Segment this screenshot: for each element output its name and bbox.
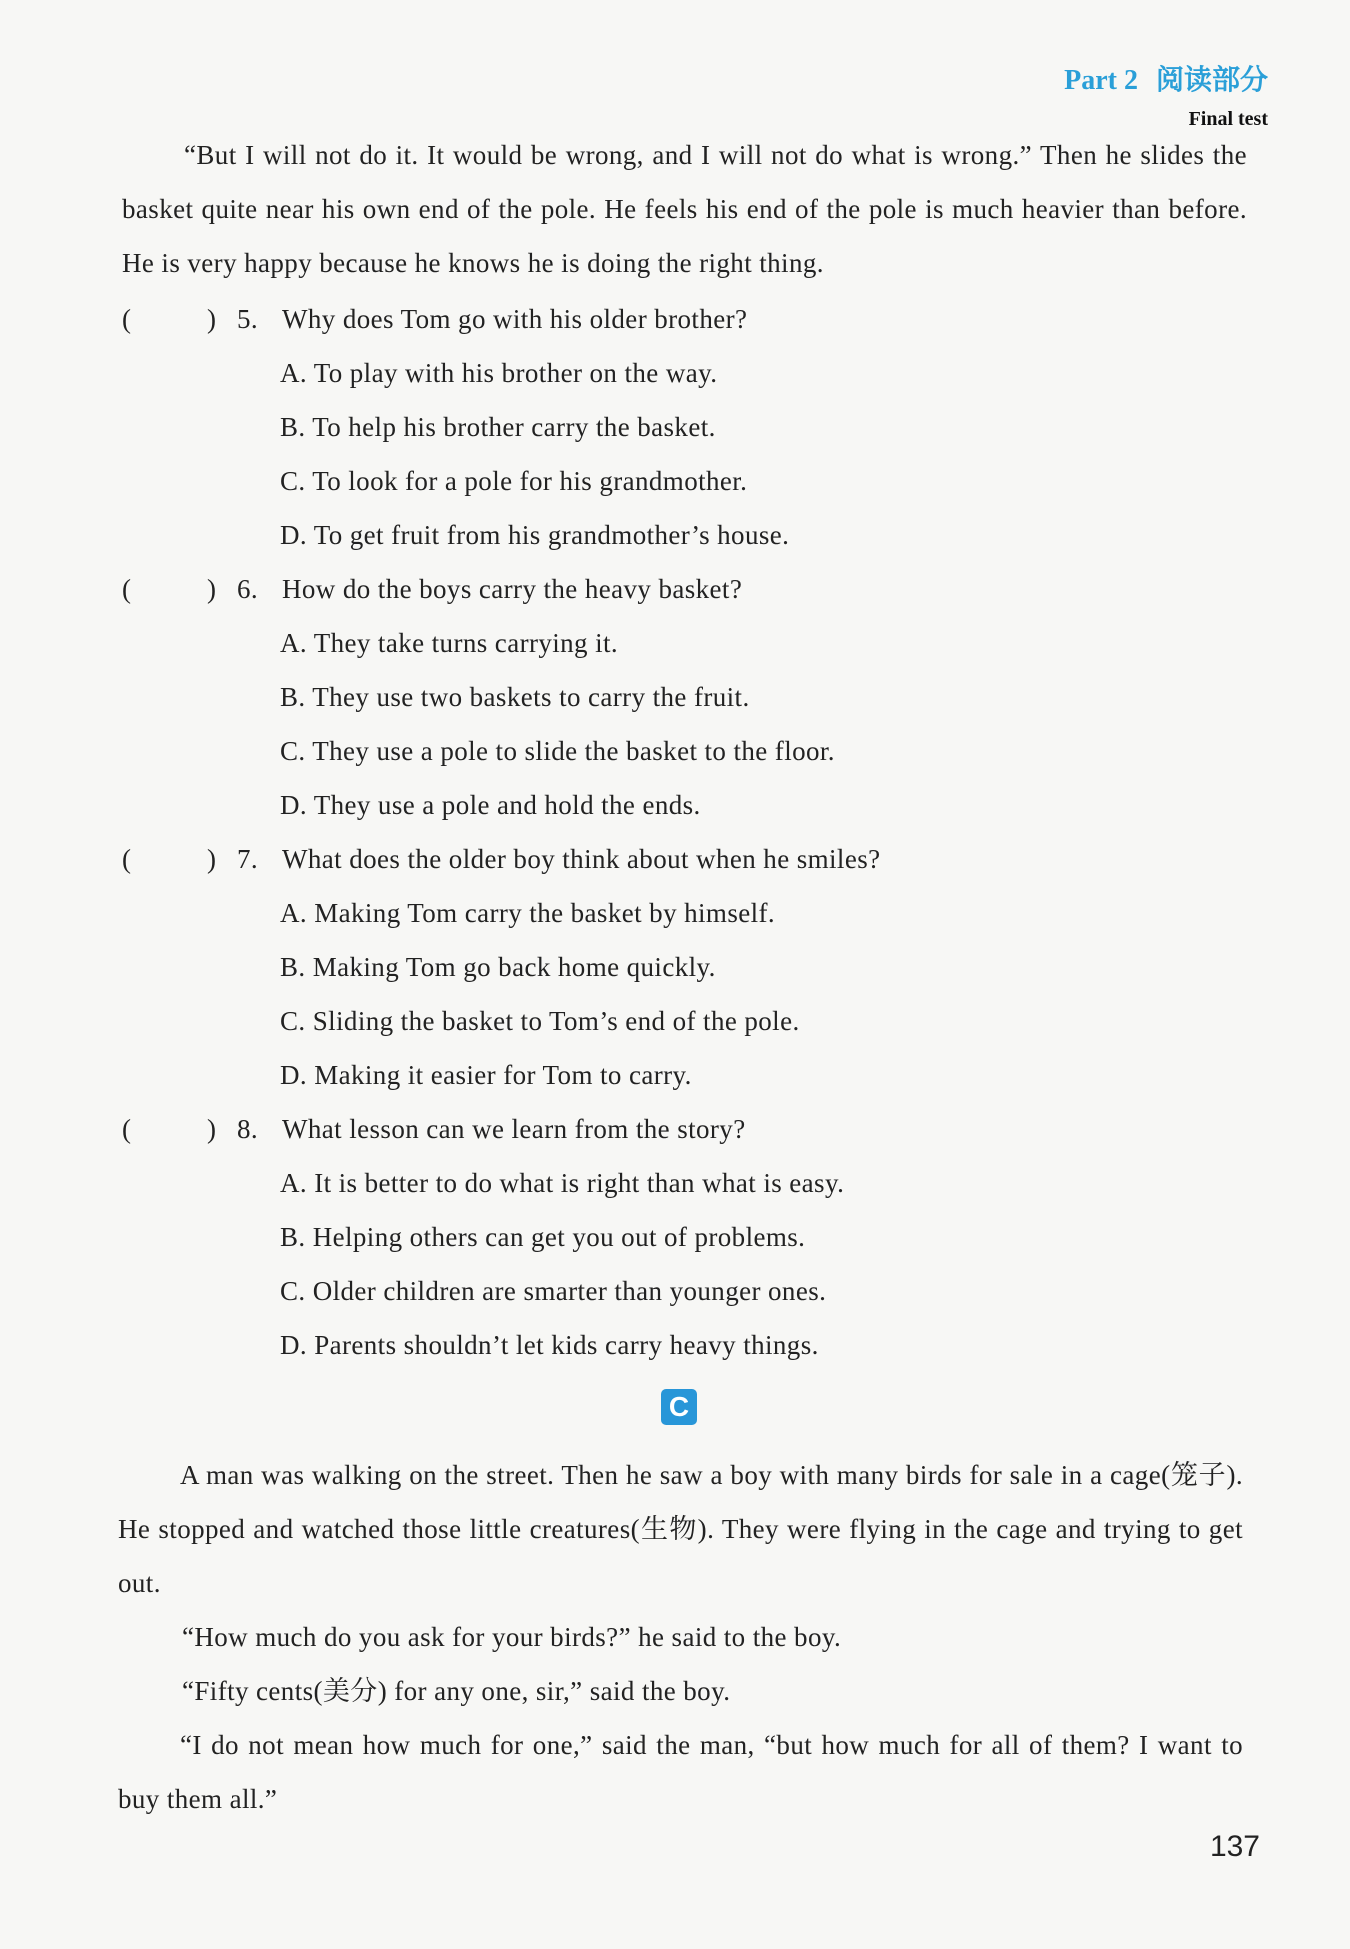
question-8-option-b: B. Helping others can get you out of problems. (280, 1222, 806, 1252)
page-header (1064, 58, 1268, 131)
part-label: Part 2 (1064, 65, 1138, 96)
question-6 (122, 562, 742, 616)
passage-c-line-3: “I do not mean how much for one,” said the man, “but how much for all of them? I want to buy them all.” (118, 1730, 1243, 1814)
question-number: 8. (237, 1114, 259, 1144)
question-5-option-d: D. To get fruit from his grandmother’s house. (280, 520, 790, 550)
question-8-option-d: D. Parents shouldn’t let kids carry heavy things. (280, 1330, 819, 1360)
question-text: How do the boys carry the heavy basket? (282, 574, 743, 604)
question-8-option-a: A. It is better to do what is right than what is easy. (280, 1168, 845, 1198)
part-chinese-label: 阅读部分 (1155, 63, 1268, 96)
question-7-option-d: D. Making it easier for Tom to carry. (280, 1060, 692, 1090)
answer-blank-close: ) (207, 304, 217, 334)
part-line (1064, 58, 1268, 98)
question-8 (122, 1102, 746, 1156)
question-7-option-a: A. Making Tom carry the basket by himself. (280, 898, 776, 928)
question-number: 5. (237, 304, 259, 334)
question-number: 6. (237, 574, 259, 604)
passage-c-intro: A man was walking on the street. Then he saw a boy with many birds for sale in a cage(笼子). He stopped and watched those little creatures(生物). They were flying in the cage and trying to get out. (118, 1460, 1243, 1598)
question-6-option-d: D. They use a pole and hold the ends. (280, 790, 701, 820)
answer-blank-close: ) (207, 844, 217, 874)
question-6-option-a: A. They take turns carrying it. (280, 628, 619, 658)
section-c-badge: C (661, 1389, 697, 1425)
question-text: Why does Tom go with his older brother? (282, 304, 748, 334)
question-number: 7. (237, 844, 259, 874)
passage-b-ending: “But I will not do it. It would be wrong, and I will not do what is wrong.” Then he slides the basket quite near his own end of the pole. He feels his end of the pole is much heavier than before. He is very happy because he knows he is doing the right thing. (122, 140, 1247, 278)
question-6-option-c: C. They use a pole to slide the basket to the floor. (280, 736, 835, 766)
passage-c-line-2: “Fifty cents(美分) for any one, sir,” said the boy. (182, 1676, 731, 1706)
answer-blank-close: ) (207, 574, 217, 604)
question-5 (122, 292, 747, 346)
question-5-option-a: A. To play with his brother on the way. (280, 358, 718, 388)
question-7-option-b: B. Making Tom go back home quickly. (280, 952, 716, 982)
question-text: What does the older boy think about when he smiles? (282, 844, 881, 874)
question-6-option-b: B. They use two baskets to carry the fruit. (280, 682, 750, 712)
question-7 (122, 832, 881, 886)
answer-blank-close: ) (207, 1114, 217, 1144)
question-8-option-c: C. Older children are smarter than younger ones. (280, 1276, 827, 1306)
page-number: 137 (1209, 1830, 1260, 1863)
question-5-option-b: B. To help his brother carry the basket. (280, 412, 716, 442)
question-text: What lesson can we learn from the story? (282, 1114, 746, 1144)
section-subtitle: Final test (1188, 108, 1268, 130)
answer-blank-open: ( (122, 1114, 132, 1144)
answer-blank-open: ( (122, 574, 132, 604)
answer-blank-open: ( (122, 304, 132, 334)
answer-blank-open: ( (122, 844, 132, 874)
question-5-option-c: C. To look for a pole for his grandmother. (280, 466, 748, 496)
question-7-option-c: C. Sliding the basket to Tom’s end of the pole. (280, 1006, 800, 1036)
passage-c-line-1: “How much do you ask for your birds?” he said to the boy. (182, 1622, 842, 1652)
